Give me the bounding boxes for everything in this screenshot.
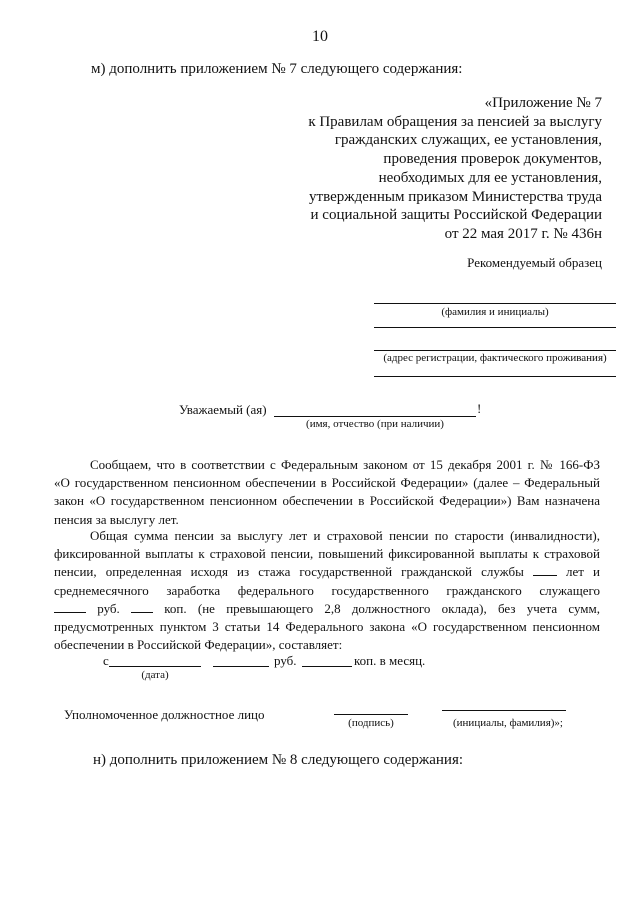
amount-prefix: с <box>103 653 109 668</box>
recommended-sample-label: Рекомендуемый образец <box>467 255 602 270</box>
paragraph-line: закон «О государственном пенсионном обеспечении в Российской Федерации») Вам назначена <box>54 493 600 509</box>
kopecks-amount-line <box>302 666 352 667</box>
initials-caption: (инициалы, фамилия)»; <box>453 717 563 729</box>
appendix-header-line: от 22 мая 2017 г. № 436н <box>444 225 602 242</box>
signature-caption: (подпись) <box>348 717 394 729</box>
paragraph-fragment: руб. <box>97 600 120 616</box>
paragraph-line: обеспечении в Российской Федерации», составляет: <box>54 637 343 653</box>
paragraph-notification <box>54 456 600 529</box>
paragraph-line: пенсия за выслугу лет. <box>54 511 179 527</box>
paragraph-fragment: пенсии, определенная исходя из стажа государственной гражданской службы <box>54 564 524 580</box>
kopecks-blank <box>131 601 153 613</box>
date-caption: (дата) <box>141 669 169 681</box>
rubles-blank <box>54 601 86 613</box>
greeting-label: Уважаемый (ая) <box>179 402 267 417</box>
appendix-header-line: утвержденным приказом Министерства труда <box>309 188 602 205</box>
paragraph-line: предусмотренных пунктом 3 статьи 14 Федерального закона «О государственном пенсионном <box>54 618 600 634</box>
appendix-header <box>282 94 602 244</box>
paragraph-line: фиксированной выплаты к страховой пенсии, повышений фиксированной выплаты к страховой <box>54 546 600 562</box>
address-blank-line-1 <box>374 327 616 328</box>
years-blank <box>533 564 557 576</box>
address-blank-line-3 <box>374 376 616 377</box>
paragraph-line <box>54 600 600 618</box>
paragraph-line: Сообщаем, что в соответствии с Федеральным законом от 15 декабря 2001 г. № 166-ФЗ <box>90 457 600 472</box>
official-label: Уполномоченное должностное лицо <box>64 707 265 722</box>
signature-line <box>334 714 408 715</box>
appendix-header-line: проведения проверок документов, <box>383 151 602 168</box>
section-m-heading: м) дополнить приложением № 7 следующего содержания: <box>91 61 463 77</box>
section-n-heading: н) дополнить приложением № 8 следующего содержания: <box>93 752 464 768</box>
greeting-caption: (имя, отчество (при наличии) <box>306 418 444 430</box>
greeting-name-line <box>274 416 476 417</box>
paragraph-fragment: коп. (не превышающего 2,8 должностного оклада), без учета сумм, <box>164 600 600 616</box>
address-blank-line-2 <box>374 350 616 351</box>
appendix-header-line: «Приложение № 7 <box>484 95 602 111</box>
paragraph-line: «О государственном пенсионном обеспечении в Российской Федерации» (далее – Федеральный <box>54 475 600 491</box>
amount-rub-label: руб. <box>274 653 297 668</box>
date-blank-line <box>109 666 201 667</box>
rubles-amount-line <box>213 666 269 667</box>
amount-kop-label: коп. в месяц. <box>354 653 426 668</box>
appendix-header-line: к Правилам обращения за пенсией за выслугу <box>308 113 602 130</box>
name-caption: (фамилия и инициалы) <box>441 306 549 318</box>
appendix-header-line: гражданских служащих, ее установления, <box>334 132 602 149</box>
paragraph-line <box>54 563 600 581</box>
address-caption: (адрес регистрации, фактического проживания) <box>383 352 607 364</box>
paragraph-pension-sum <box>54 527 600 654</box>
appendix-header-line: и социальной защиты Российской Федерации <box>310 207 602 224</box>
paragraph-line: Общая сумма пенсии за выслугу лет и страховой пенсии по старости (инвалидности), <box>90 528 600 543</box>
greeting-exclamation: ! <box>477 401 482 416</box>
paragraph-fragment: лет и <box>566 564 601 580</box>
initials-line <box>442 710 566 711</box>
appendix-header-line: необходимых для ее установления, <box>378 169 602 186</box>
page-number: 10 <box>312 28 328 45</box>
name-blank-line <box>374 303 616 304</box>
paragraph-line: среднемесячного заработка федерального государственного гражданского служащего <box>54 582 600 598</box>
